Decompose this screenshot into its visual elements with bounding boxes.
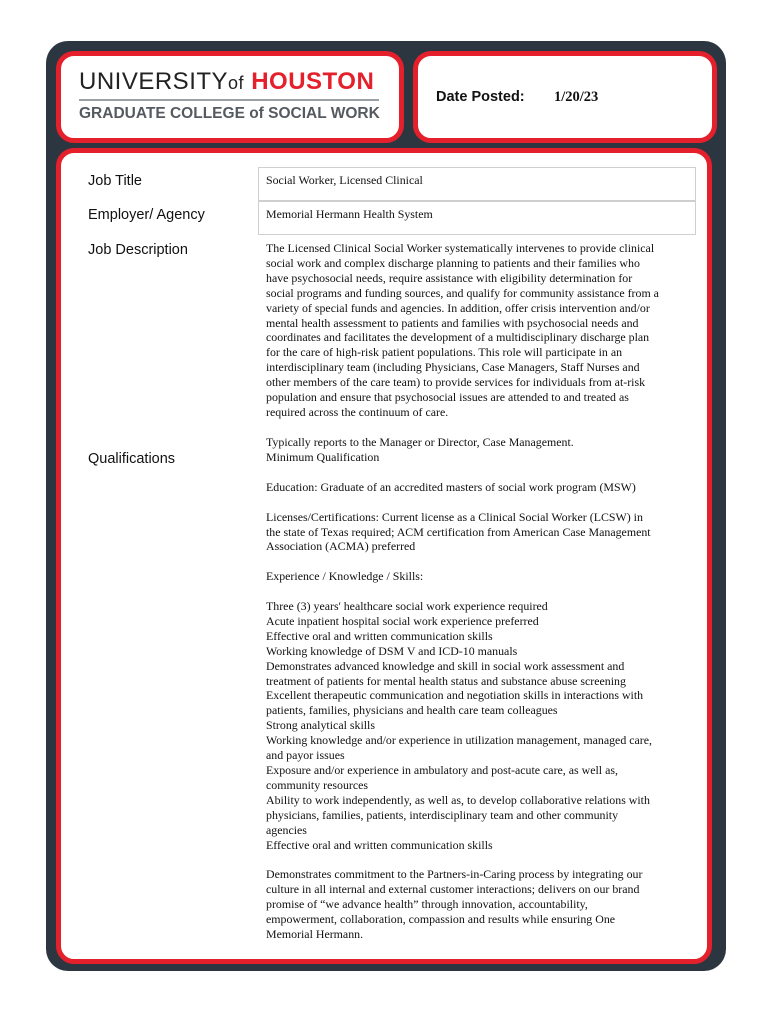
qualifications-paragraph: Licenses/Certifications: Current license as a Clinical Social Worker (LCSW) in the state of Texas required; ACM certification from American Case Management Association (ACMA) preferred xyxy=(266,509,651,554)
date-posted-box xyxy=(413,51,717,143)
qualifications-paragraph: Education: Graduate of an accredited masters of social work program (MSW) xyxy=(266,479,636,494)
logo-of-text: of xyxy=(228,73,245,93)
logo-divider xyxy=(79,99,379,101)
job-title-label: Job Title xyxy=(88,173,142,189)
job-description-value xyxy=(266,241,694,450)
logo-university-text: UNIVERSITY xyxy=(79,68,229,95)
date-posted-value: 1/20/23 xyxy=(554,89,599,105)
employer-label: Employer/ Agency xyxy=(88,207,205,223)
employer-value: Memorial Hermann Health System xyxy=(266,207,433,221)
university-logo xyxy=(79,68,374,97)
description-paragraph: The Licensed Clinical Social Worker systematically intervenes to provide clinical social work and complex discharge planning to patients and their families who have psychosocial needs, require assistance with eligibility determination for social programs and funding sources, and qualify for community assistance from a variety of special funds and agencies. In addition, offer crisis intervention and/or mental health assessment to patients and families with psychosocial needs and coordinates and facilitates the development of a multidisciplinary discharge plan for the care of high-risk patient populations. This role will participate in an interdisciplinary team (including Physicians, Case Managers, Staff Nurses and other members of the care team) to provide services for individuals from at-risk population and ensure that psychosocial issues are attended to and treated as required across the continuum of care. xyxy=(266,241,659,419)
job-title-value: Social Worker, Licensed Clinical xyxy=(266,173,423,187)
date-posted-label: Date Posted: xyxy=(436,89,525,105)
logo-college-name: GRADUATE COLLEGE of SOCIAL WORK xyxy=(79,105,380,122)
job-description-label: Job Description xyxy=(88,242,188,258)
qualifications-label: Qualifications xyxy=(88,451,176,467)
qualifications-paragraph: Minimum Qualification xyxy=(266,450,380,464)
logo-houston-text: HOUSTON xyxy=(251,68,375,95)
description-paragraph: Typically reports to the Manager or Director, Case Management. xyxy=(266,434,574,449)
qualifications-value xyxy=(266,450,694,942)
university-logo-box xyxy=(56,51,404,143)
qualifications-paragraph: Demonstrates commitment to the Partners-in-Caring process by integrating our culture in all internal and external customer interactions; delivers on our brand promise of “we advance health” through innovation, accountability, empowerment, collaboration, compassion and results while ensuring One Memorial Hermann. xyxy=(266,867,643,941)
qualifications-paragraph: Experience / Knowledge / Skills: xyxy=(266,569,424,584)
job-details-panel xyxy=(56,148,712,964)
qualifications-paragraph: Three (3) years' healthcare social work experience required Acute inpatient hospital social work experience preferred Effective oral and written communication skills Working knowledge of DSM V and ICD-10 manuals Demonstrates advanced knowledge and skill in social work assessment and treatment of patients for mental health status and substance abuse screening Excellent therapeutic communication and negotiation skills in interactions with patients, families, physicians and health care team colleagues Strong analytical skills Working knowledge and/or experience in utilization management, managed care, and payor issues Exposure and/or experience in ambulatory and post-acute care, as well as, community resources Ability to work independently, as well as, to develop collaborative relations with physicians, families, patients, interdisciplinary team and other community agencies Effective oral and written communication skills xyxy=(266,599,652,852)
